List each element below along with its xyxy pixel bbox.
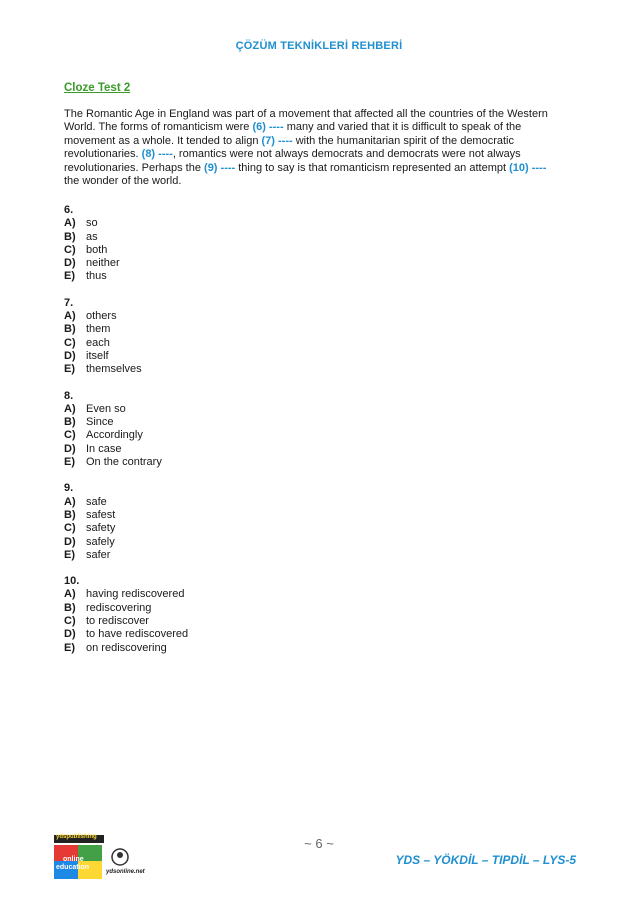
answer-option [64,588,188,601]
answer-option [64,337,188,350]
passage-text: thing to say is that romanticism represented an attempt [235,161,510,174]
option-letter: A) [64,402,76,415]
answer-option [64,231,188,244]
option-text: them [86,323,111,336]
logo-line2: education [56,864,90,871]
question-block [64,204,188,284]
option-letter: C) [64,336,76,349]
option-text: so [86,217,98,230]
document-header: ÇÖZÜM TEKNİKLERİ REHBERİ [235,40,403,52]
option-text: safer [86,548,111,561]
question-block [64,297,188,377]
option-text: itself [86,349,109,362]
option-letter: D) [64,442,76,455]
answer-option [64,416,188,429]
logo-top-text: ydspublishing [56,834,97,840]
answer-option [64,363,188,376]
option-text: neither [86,257,120,270]
option-text: to have rediscovered [86,628,189,641]
answer-option [64,244,188,257]
option-letter: B) [64,416,76,429]
answer-option [64,549,188,562]
question-number: 7. [64,296,74,309]
option-letter: A) [64,495,76,508]
answer-option [64,270,188,283]
answer-option [64,257,188,270]
question-block [64,575,188,655]
option-letter: B) [64,323,76,336]
answer-option [64,509,188,522]
option-text: safe [86,495,107,508]
option-text: safely [86,535,115,548]
option-letter: D) [64,535,76,548]
question-number: 10. [64,575,80,588]
answer-option [64,536,188,549]
passage-text: with the humanitarian spirit of the democratic revolutionaries. [64,134,514,161]
option-letter: E) [64,641,75,654]
option-letter: C) [64,522,76,535]
answer-option [64,310,188,323]
option-text: each [86,336,110,349]
option-text: Since [86,416,114,429]
option-text: both [86,243,108,256]
option-text: thus [86,270,107,283]
page-number: ~ 6 ~ [304,836,334,851]
option-letter: B) [64,508,76,521]
option-letter: C) [64,429,76,442]
option-text: having rediscovered [86,588,185,601]
option-text: to rediscover [86,615,149,628]
cloze-passage [64,108,564,188]
question-number: 6. [64,204,74,216]
passage-text: The Romantic Age in England was part of a movement that affected all the countries of the Western World. The forms of romanticism were [64,108,548,134]
logo-url: ydsonline.net [106,869,145,875]
option-text: others [86,310,117,323]
answer-option [64,602,188,615]
answer-option [64,522,188,535]
footer-exam-names: YDS – YÖKDİL – TIPDİL – LYS-5 [395,853,576,867]
blank-marker: (7) ---- [261,134,293,147]
option-letter: A) [64,217,76,230]
question-number: 8. [64,389,74,402]
option-letter: E) [64,270,75,283]
question-block [64,390,188,470]
option-letter: D) [64,628,76,641]
answer-option [64,323,188,336]
answer-option [64,642,188,655]
passage-text: many and varied that it is difficult to speak of the movement as a whole. It tended to align [64,121,522,147]
question-list [64,204,188,668]
option-text: Accordingly [86,429,143,442]
option-text: on rediscovering [86,641,167,654]
option-letter: C) [64,615,76,628]
option-text: as [86,230,98,243]
logo-line1: online [63,856,84,863]
option-letter: E) [64,548,75,561]
answer-option [64,217,188,230]
option-text: In case [86,442,122,455]
blank-marker: (8) ---- [141,148,173,161]
blank-marker: (10) ---- [509,161,547,174]
question-number: 9. [64,482,74,495]
option-text: Even so [86,402,126,415]
option-letter: E) [64,456,75,469]
blank-marker: (9) ---- [204,161,236,174]
passage-text: , romantics were not always democrats and democrats were not always revolutionaries. Perhaps the [64,148,521,174]
option-text: safest [86,508,116,521]
answer-option [64,496,188,509]
option-text: On the contrary [86,456,162,469]
section-title: Cloze Test 2 [64,82,131,94]
passage-text: the wonder of the world. [64,175,182,188]
option-letter: B) [64,601,76,614]
blank-marker: (6) ---- [252,121,284,134]
answer-option [64,443,188,456]
option-text: safety [86,522,116,535]
option-letter: D) [64,349,76,362]
option-letter: A) [64,588,76,601]
answer-option [64,429,188,442]
option-letter: D) [64,257,76,270]
answer-option [64,403,188,416]
option-text: rediscovering [86,601,152,614]
answer-option [64,350,188,363]
answer-option [64,615,188,628]
option-letter: A) [64,310,76,323]
answer-option [64,628,188,641]
option-letter: C) [64,243,76,256]
question-block [64,482,188,562]
option-letter: B) [64,230,76,243]
answer-option [64,456,188,469]
option-letter: E) [64,363,75,376]
option-text: themselves [86,363,142,376]
